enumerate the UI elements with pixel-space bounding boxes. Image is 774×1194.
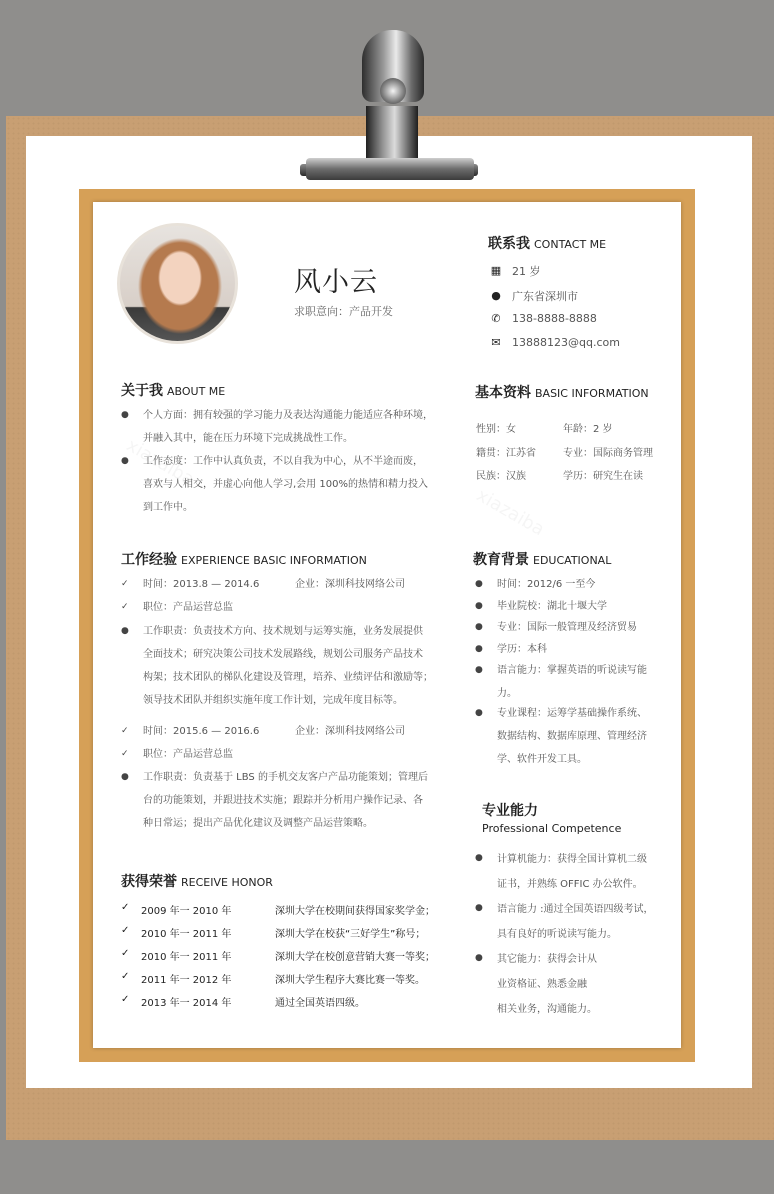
about-title: 关于我 ABOUT ME — [121, 383, 226, 399]
honor-title: 获得荣誉 RECEIVE HONOR — [121, 874, 273, 890]
edu-item: ● 学历：本科 — [475, 638, 547, 661]
skill-item: ● 其它能力：获得会计从 — [475, 947, 597, 972]
bullet-icon: ● — [475, 853, 483, 863]
honor-row: ✓ 2013 年一 2014 年 通过全国英语四级。 — [121, 994, 365, 1009]
bullet-icon: ● — [121, 626, 129, 636]
edu-item: ● 时间：2012/6 一至今 — [475, 573, 595, 596]
honor-row: ✓ 2010 年一 2011 年 深圳大学在校创意营销大赛一等奖； — [121, 948, 435, 963]
bullet-icon: ● — [475, 644, 483, 654]
bullet-icon: ● — [475, 903, 483, 913]
calendar-icon: ▦ — [490, 264, 502, 277]
basic-title: 基本资料 BASIC INFORMATION — [475, 385, 649, 401]
check-icon: ✓ — [121, 579, 129, 589]
job1-position: ✓ 职位：产品运营总监 — [121, 596, 233, 619]
basic-origin: 籍贯：江苏省 — [476, 448, 536, 459]
contact-age: ▦ 21 岁 — [490, 264, 541, 278]
basic-major: 专业：国际商务管理 — [563, 448, 653, 459]
contact-phone: ✆ 138-8888-8888 — [491, 311, 597, 325]
job2-duty: ● 工作职责：负责基于 LBS 的手机交友客户产品功能策划；管理后 台的功能策划，并跟进技术实施；跟踪并分析用户操作记录、各 种日常运；提出产品优化建议及调整产品运营策略。 — [121, 766, 428, 835]
bullet-icon: ● — [475, 579, 483, 589]
check-icon: ✓ — [121, 749, 129, 759]
check-icon: ✓ — [121, 726, 129, 736]
contact-title: 联系我 CONTACT ME — [488, 236, 607, 252]
basic-age: 年龄：2 岁 — [563, 424, 613, 435]
check-icon: ✓ — [121, 948, 130, 959]
binder-clip-icon — [300, 26, 478, 176]
check-icon: ✓ — [121, 971, 130, 982]
honor-row: ✓ 2009 年一 2010 年 深圳大学在校期间获得国家奖学金； — [121, 902, 435, 917]
phone-icon: ✆ — [491, 311, 501, 325]
resume-page — [93, 202, 681, 1048]
contact-location: ● 广东省深圳市 — [491, 289, 578, 303]
avatar — [117, 223, 238, 344]
bullet-icon: ● — [121, 456, 129, 466]
skills-title-en: Professional Competence — [482, 822, 622, 835]
edu-item: ● 专业：国际一般管理及经济贸易 — [475, 616, 637, 639]
location-pin-icon: ● — [491, 289, 501, 302]
bullet-icon: ● — [475, 665, 483, 675]
job1-duty: ● 工作职责：负责技术方向、技术规划与运筹实施，业务发展提供 全面技术；研究决策公司技术发展路线，规划公司服务产品技术 构架；技术团队的梯队化建设及管理，培养、业绩评估和激励等； 领导技术团队并组织实施年度工作计划，完成年度目标等。 — [121, 620, 433, 712]
bullet-icon: ● — [475, 622, 483, 632]
edu-item: ● 语言能力：掌握英语的听说读写能 力。 — [475, 659, 647, 705]
basic-ethnicity: 民族：汉族 — [476, 471, 526, 482]
bullet-icon: ● — [475, 953, 483, 963]
contact-email: ✉ 13888123@qq.com — [491, 335, 620, 349]
check-icon: ✓ — [121, 902, 130, 913]
skill-item: ● 计算机能力：获得全国计算机二级 证书，并熟练 OFFIC 办公软件。 — [475, 847, 647, 897]
skills-title: 专业能力 — [482, 803, 538, 819]
check-icon: ✓ — [121, 925, 130, 936]
edu-item: ● 毕业院校：湖北十堰大学 — [475, 595, 607, 618]
about-item: ● 工作态度：工作中认真负责，不以自我为中心，从不半途而废， 喜欢与人相交，并虚心向他人学习,会用 100%的热情和精力投入 到工作中。 — [121, 450, 428, 519]
check-icon: ✓ — [121, 602, 129, 612]
basic-degree: 学历：研究生在读 — [563, 471, 643, 482]
bullet-icon: ● — [475, 601, 483, 611]
honor-row: ✓ 2011 年一 2012 年 深圳大学生程序大赛比赛一等奖。 — [121, 971, 425, 986]
edu-item: ● 专业课程：运筹学基础操作系统、 数据结构、数据库原理、管理经济 学、软件开发工具。 — [475, 702, 647, 771]
basic-gender: 性别：女 — [476, 424, 516, 435]
job1-time-row: ✓ 时间：2013.8 — 2014.6 企业：深圳科技网络公司 — [121, 573, 405, 596]
job-intent: 求职意向：产品开发 — [294, 305, 393, 318]
job2-time-row: ✓ 时间：2015.6 — 2016.6 企业：深圳科技网络公司 — [121, 720, 405, 743]
work-title: 工作经验 EXPERIENCE BASIC INFORMATION — [121, 552, 367, 568]
about-item: ● 个人方面：拥有较强的学习能力及表达沟通能力能适应各种环境， 并融入其中，能在压力环境下完成挑战性工作。 — [121, 404, 433, 450]
honor-row: ✓ 2010 年一 2011 年 深圳大学在校获“三好学生”称号； — [121, 925, 426, 940]
check-icon: ✓ — [121, 994, 130, 1005]
education-title: 教育背景 EDUCATIONAL — [473, 552, 612, 568]
skill-item: ● 语言能力 :通过全国英语四级考试， 具有良好的听说读写能力。 — [475, 897, 654, 947]
bullet-icon: ● — [475, 708, 483, 718]
candidate-name: 风小云 — [294, 267, 378, 298]
bullet-icon: ● — [121, 772, 129, 782]
job2-position: ✓ 职位：产品运营总监 — [121, 743, 233, 766]
skill-extra: 业资格证、熟悉金融 相关业务，沟通能力。 — [497, 979, 597, 1015]
mail-icon: ✉ — [491, 335, 501, 349]
bullet-icon: ● — [121, 410, 129, 420]
